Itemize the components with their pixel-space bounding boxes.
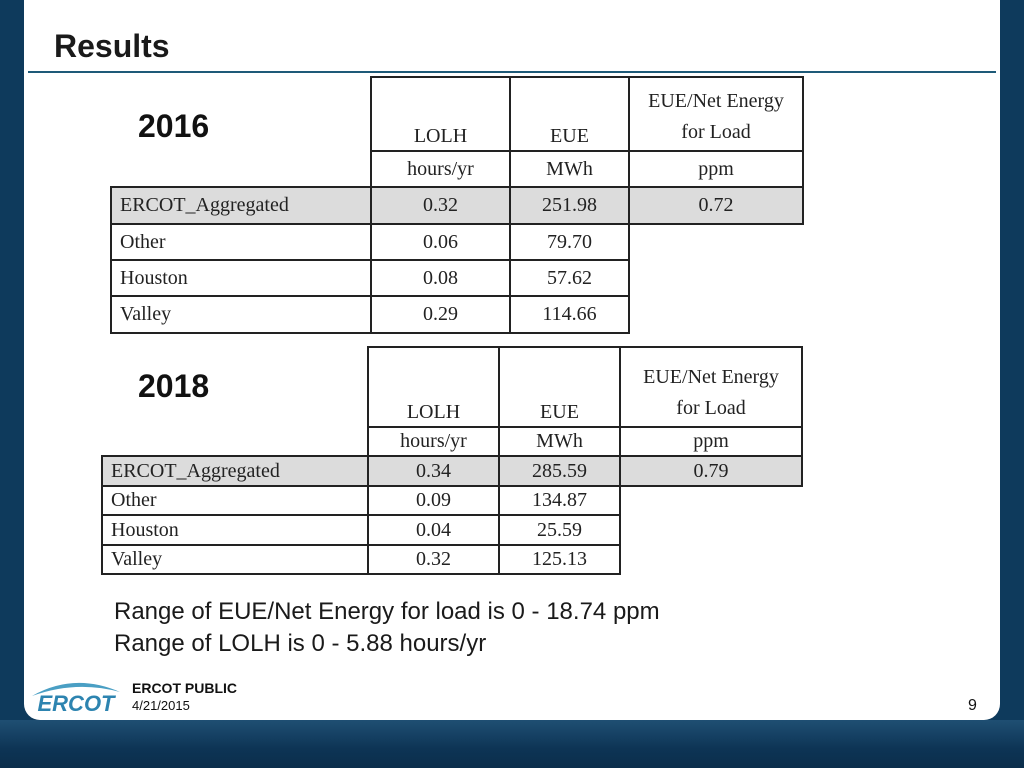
header-ratio-line1: EUE/Net Energy bbox=[643, 366, 779, 388]
row-name: ERCOT_Aggregated bbox=[111, 187, 371, 224]
row-name: Houston bbox=[102, 515, 368, 545]
footer-classification: ERCOT PUBLIC bbox=[132, 680, 237, 696]
table-row bbox=[111, 296, 803, 333]
title-divider bbox=[28, 71, 996, 73]
header-ratio-line1: EUE/Net Energy bbox=[648, 90, 784, 112]
table-row bbox=[111, 187, 803, 224]
row-lolh: 0.32 bbox=[368, 545, 499, 574]
row-lolh: 0.09 bbox=[368, 486, 499, 515]
row-eue: 25.59 bbox=[499, 515, 620, 545]
unit-ratio: ppm bbox=[629, 151, 803, 187]
row-lolh: 0.29 bbox=[371, 296, 510, 333]
row-name: Other bbox=[102, 486, 368, 515]
row-name: Valley bbox=[111, 296, 371, 333]
row-eue: 79.70 bbox=[510, 224, 629, 260]
year-label-2018: 2018 bbox=[138, 368, 210, 404]
logo-wordmark: ERCOT bbox=[37, 691, 115, 716]
summary-line-lolh-range: Range of LOLH is 0 - 5.88 hours/yr bbox=[114, 630, 487, 657]
table-row bbox=[102, 486, 802, 515]
row-name: ERCOT_Aggregated bbox=[102, 456, 368, 486]
row-ratio: 0.72 bbox=[629, 187, 803, 224]
row-ratio: 0.79 bbox=[620, 456, 802, 486]
row-eue: 134.87 bbox=[499, 486, 620, 515]
row-lolh: 0.08 bbox=[371, 260, 510, 296]
row-lolh: 0.04 bbox=[368, 515, 499, 545]
page-number: 9 bbox=[968, 697, 977, 714]
header-ratio-line2: for Load bbox=[681, 121, 751, 143]
unit-eue: MWh bbox=[499, 427, 620, 456]
row-lolh: 0.34 bbox=[368, 456, 499, 486]
row-name: Houston bbox=[111, 260, 371, 296]
row-name: Other bbox=[111, 224, 371, 260]
table-row bbox=[102, 515, 802, 545]
table-row bbox=[111, 260, 803, 296]
slide-title: Results bbox=[54, 28, 170, 64]
header-eue-net-energy bbox=[629, 77, 803, 151]
footer-date: 4/21/2015 bbox=[132, 698, 190, 713]
header-ratio-line2: for Load bbox=[676, 397, 746, 419]
slide bbox=[24, 0, 1000, 720]
unit-lolh: hours/yr bbox=[371, 151, 510, 187]
ercot-logo bbox=[28, 676, 124, 716]
results-table-2016 bbox=[110, 76, 804, 334]
header-eue-net-energy bbox=[620, 347, 802, 427]
unit-eue: MWh bbox=[510, 151, 629, 187]
row-lolh: 0.06 bbox=[371, 224, 510, 260]
row-eue: 125.13 bbox=[499, 545, 620, 574]
row-name: Valley bbox=[102, 545, 368, 574]
units-row bbox=[111, 151, 803, 187]
header-lolh: LOLH bbox=[368, 347, 499, 427]
header-row bbox=[102, 347, 802, 427]
year-label-2016: 2016 bbox=[138, 108, 210, 144]
summary-line-eue-range: Range of EUE/Net Energy for load is 0 - 18.74 ppm bbox=[114, 598, 660, 625]
row-eue: 114.66 bbox=[510, 296, 629, 333]
row-lolh: 0.32 bbox=[371, 187, 510, 224]
slide-frame-bottom bbox=[0, 720, 1024, 768]
header-eue: EUE bbox=[510, 77, 629, 151]
header-eue: EUE bbox=[499, 347, 620, 427]
header-lolh: LOLH bbox=[371, 77, 510, 151]
table-row bbox=[111, 224, 803, 260]
unit-lolh: hours/yr bbox=[368, 427, 499, 456]
row-eue: 285.59 bbox=[499, 456, 620, 486]
table-row bbox=[102, 545, 802, 574]
row-eue: 251.98 bbox=[510, 187, 629, 224]
header-row bbox=[111, 77, 803, 151]
table-row bbox=[102, 456, 802, 486]
unit-ratio: ppm bbox=[620, 427, 802, 456]
units-row bbox=[102, 427, 802, 456]
results-table-2018 bbox=[101, 346, 803, 575]
row-eue: 57.62 bbox=[510, 260, 629, 296]
summary-text bbox=[114, 596, 660, 660]
